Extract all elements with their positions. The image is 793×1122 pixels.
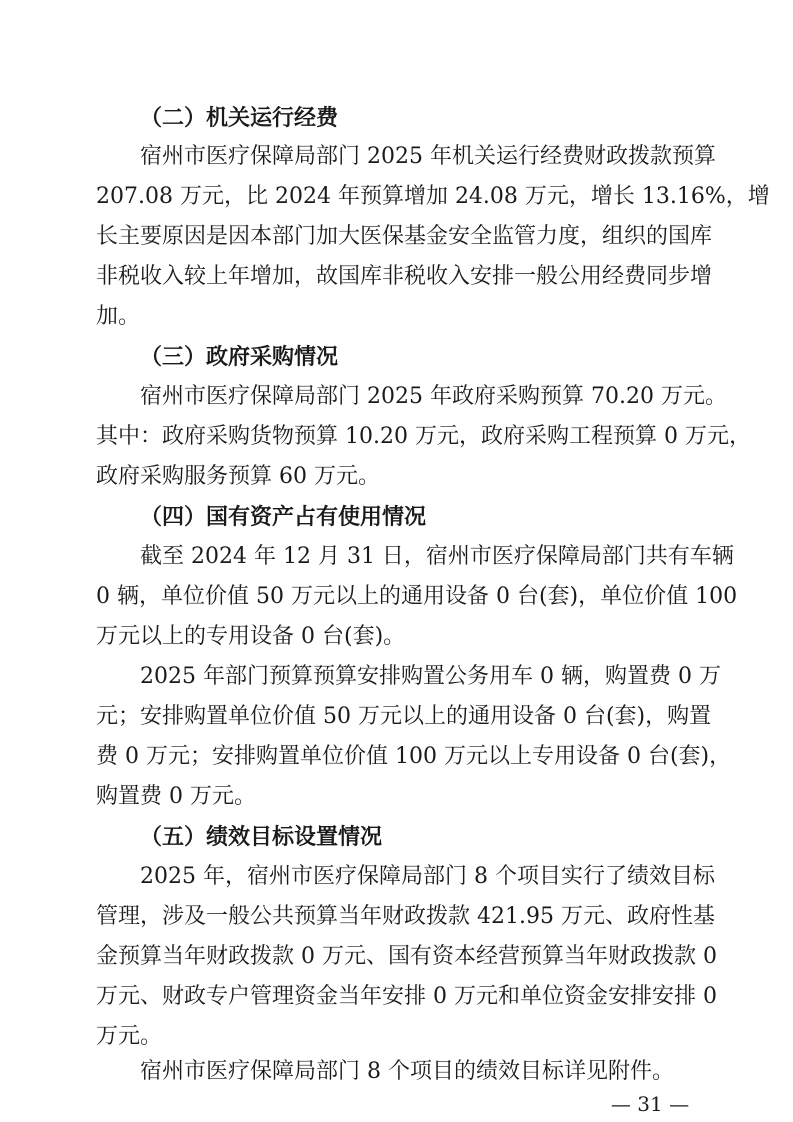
page-number: — 31 — [610,1092,690,1116]
paragraph-line: 元；安排购置单位价值 50 万元以上的通用设备 0 台(套)，购置 [96,704,712,729]
paragraph-line: 万元、财政专户管理资金当年安排 0 万元和单位资金安排安排 0 [96,984,717,1009]
paragraph-line: 购置费 0 万元。 [96,784,256,809]
paragraph-line: 费 0 万元；安排购置单位价值 100 万元以上专用设备 0 台(套)， [96,744,732,769]
paragraph-line: 0 辆，单位价值 50 万元以上的通用设备 0 台(套)，单位价值 100 [96,584,738,609]
paragraph-line: 政府采购服务预算 60 万元。 [96,464,380,489]
section-heading-operating-expenses: （二）机关运行经费 [140,105,339,131]
paragraph-line: 207.08 万元，比 2024 年预算增加 24.08 万元，增长 13.16%，增 [96,184,770,209]
section-heading-performance-goals: （五）绩效目标设置情况 [140,824,383,850]
paragraph-line: 宿州市医疗保障局部门 8 个项目的绩效目标详见附件。 [140,1059,674,1084]
paragraph-line: 万元以上的专用设备 0 台(套)。 [96,624,406,649]
paragraph-line: 2025 年部门预算预算安排购置公务用车 0 辆，购置费 0 万 [140,664,721,689]
paragraph-line: 万元。 [96,1024,163,1049]
paragraph-line: 长主要原因是因本部门加大医保基金安全监管力度，组织的国库 [96,224,713,249]
paragraph-line: 金预算当年财政拨款 0 万元、国有资本经营预算当年财政拨款 0 [96,944,717,969]
paragraph-line: 加。 [96,304,141,329]
section-heading-government-procurement: （三）政府采购情况 [140,344,339,370]
paragraph-line: 宿州市医疗保障局部门 2025 年机关运行经费财政拨款预算 [140,144,716,169]
paragraph-line: 其中：政府采购货物预算 10.20 万元，政府采购工程预算 0 万元， [96,424,751,449]
paragraph-line: 非税收入较上年增加，故国库非税收入安排一般公用经费同步增 [96,264,713,289]
paragraph-line: 截至 2024 年 12 月 31 日，宿州市医疗保障局部门共有车辆 [140,544,734,569]
section-heading-state-assets: （四）国有资产占有使用情况 [140,504,427,530]
paragraph-line: 宿州市医疗保障局部门 2025 年政府采购预算 70.20 万元。 [140,384,727,409]
paragraph-line: 2025 年，宿州市医疗保障局部门 8 个项目实行了绩效目标 [140,864,715,889]
paragraph-line: 管理，涉及一般公共预算当年财政拨款 421.95 万元、政府性基 [96,904,715,929]
